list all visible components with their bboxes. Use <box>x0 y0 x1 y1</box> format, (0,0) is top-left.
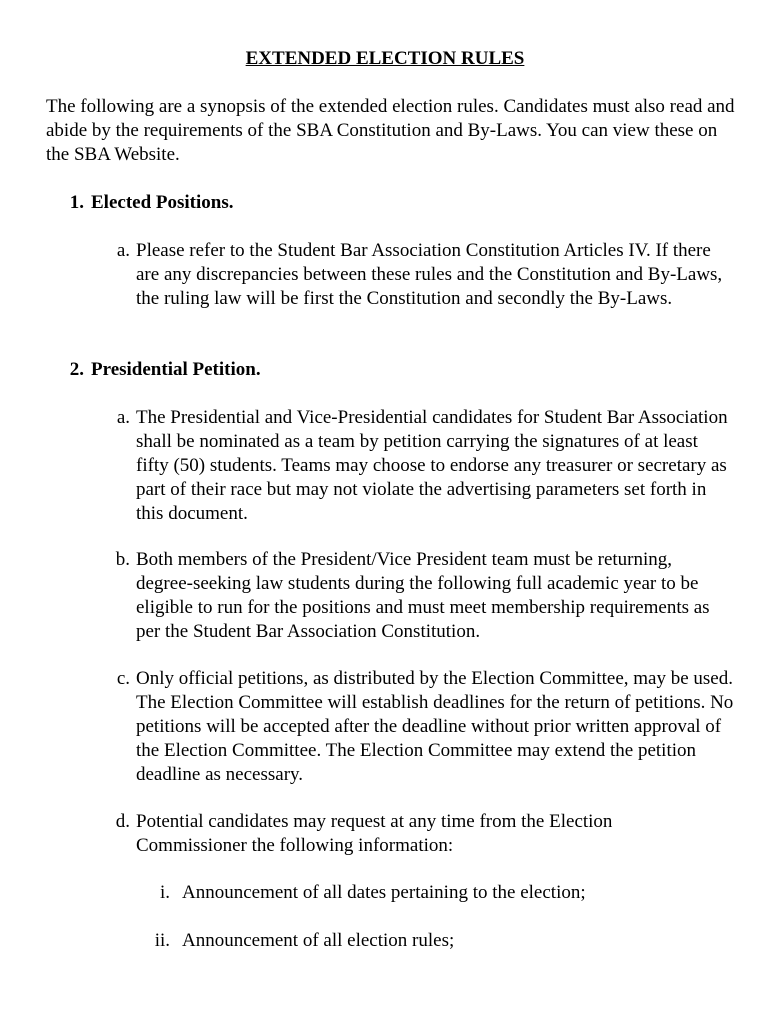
subitem-marker: ii. <box>154 930 170 951</box>
section-title: Elected Positions. <box>91 192 234 213</box>
item-marker: a. <box>116 240 130 261</box>
intro-paragraph: The following are a synopsis of the extended election rules. Candidates must also read and abide by the requirements of the SBA Constitution and By-Laws. You can view these on the SBA Website. <box>46 96 735 165</box>
subitem-text: Announcement of all dates pertaining to the election; <box>182 882 586 903</box>
item-text: Only official petitions, as distributed by the Election Committee, may be used. The Election Committee will establish deadlines for the return of petitions. No petitions will be accepted after the deadline without prior written approval of the Election Committee. The Election Committee may extend the petition deadline as necessary. <box>136 668 734 785</box>
document-title: EXTENDED ELECTION RULES <box>245 48 525 69</box>
section-title: Presidential Petition. <box>91 359 261 380</box>
item-marker: d. <box>115 811 130 832</box>
item-text: Potential candidates may request at any time from the Election Commissioner the following information: <box>136 811 613 856</box>
item-text: Both members of the President/Vice President team must be returning, degree-seeking law students during the following full academic year to be eligible to run for the positions and must meet membership requirements as per the Student Bar Association Constitution. <box>136 549 710 642</box>
subitem-text: Announcement of all election rules; <box>182 930 455 951</box>
subitem-marker: i. <box>159 882 170 903</box>
section-number: 2. <box>69 359 84 380</box>
item-marker: c. <box>116 668 130 689</box>
item-marker: a. <box>116 407 130 428</box>
item-text: The Presidential and Vice-Presidential candidates for Student Bar Association shall be nominated as a team by petition carrying the signatures of at least fifty (50) students. Teams may choose to endorse any treasurer or secretary as part of their race but may not violate the advertising parameters set forth in this document. <box>136 407 728 524</box>
item-marker: b. <box>115 549 130 570</box>
section-number: 1. <box>69 192 84 213</box>
item-text: Please refer to the Student Bar Association Constitution Articles IV. If there are any discrepancies between these rules and the Constitution and By-Laws, the ruling law will be first the Constitution and secondly the By-Laws. <box>136 240 723 309</box>
